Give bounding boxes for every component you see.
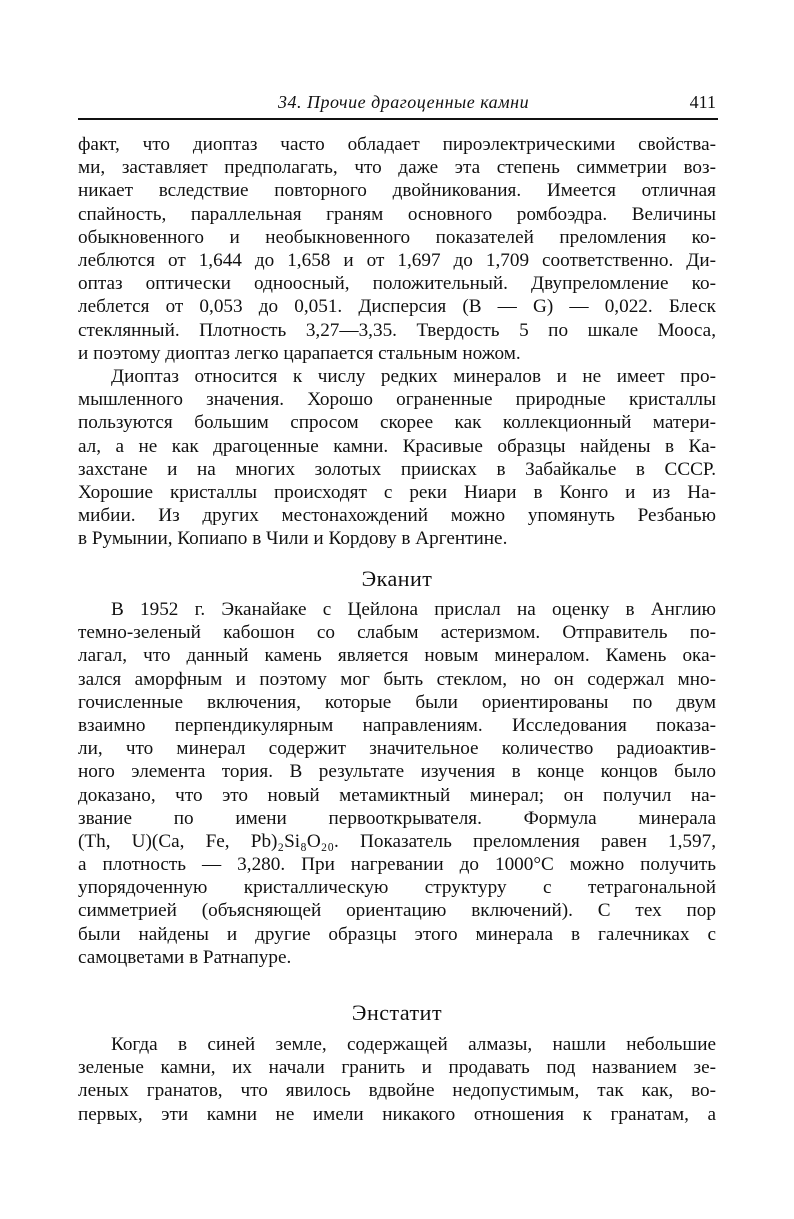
text-line: ал, а не как драгоценные камни. Красивые образцы найдены в Ка- xyxy=(78,435,716,457)
running-header xyxy=(78,90,716,114)
text-line: никает вследствие повторного двойникования. Имеется отличная xyxy=(78,180,716,202)
paragraph-dioptase-properties xyxy=(78,133,716,365)
page-number: 411 xyxy=(689,92,716,112)
text-line: ли, что минерал содержит значительное количество радиоактив- xyxy=(78,738,716,760)
text-line: ного элемента тория. В результате изучения в конце концов было xyxy=(78,761,716,783)
text-line: взаимно перпендикулярным направлениям. Исследования показа- xyxy=(78,714,716,736)
text-line: стеклянный. Плотность 3,27—3,35. Твердость 5 по шкале Мооса, xyxy=(78,319,716,341)
text-line: В 1952 г. Эканайаке с Цейлона прислал на оценку в Англию xyxy=(111,599,716,620)
text-line: лагал, что данный камень является новым минералом. Камень ока- xyxy=(78,645,716,667)
text-line: пользуются большим спросом скорее как коллекционный матери- xyxy=(78,412,716,434)
text-line: звание по имени первооткрывателя. Формула минерала xyxy=(78,807,716,829)
text-line: упорядоченную кристаллическую структуру с тетрагональной xyxy=(78,877,716,899)
text-line: а плотность — 3,280. При нагревании до 1000°С можно получить xyxy=(78,854,716,876)
text-line: факт, что диоптаз часто обладает пироэлектрическими свойства- xyxy=(78,134,716,155)
paragraph-ekanite xyxy=(78,598,716,969)
text-line: зеленые камни, их начали гранить и продавать под названием зе- xyxy=(78,1057,716,1079)
text-line: Когда в синей земле, содержащей алмазы, нашли небольшие xyxy=(111,1034,716,1055)
paragraph-enstatite xyxy=(78,1033,716,1126)
text-line: обыкновенного и необыкновенного показателей преломления ко- xyxy=(78,226,716,248)
text-line: (Th, U)(Ca, Fe, Pb)₂Si₈O₂₀. Показатель преломления равен 1,597, xyxy=(78,830,716,852)
text-line: темно-зеленый кабошон со слабым астеризмом. Отправитель по- xyxy=(78,622,716,644)
section-heading-enstatite: Энстатит xyxy=(351,1000,443,1025)
text-line: первых, эти камни не имели никакого отношения к гранатам, а xyxy=(78,1103,716,1125)
text-line: Хорошие кристаллы происходят с реки Ниари в Конго и из На- xyxy=(78,481,716,503)
running-title: 34. Прочие драгоценные камни xyxy=(278,92,530,112)
text-line: Диоптаз относится к числу редких минералов и не имеет про- xyxy=(111,366,716,387)
text-line: захстане и на многих золотых приисках в Забайкалье в СССР. xyxy=(78,458,716,480)
text-line: гочисленные включения, которые были ориентированы по двум xyxy=(78,691,716,713)
text-line: мышленного значения. Хорошо ограненные природные кристаллы xyxy=(78,389,716,411)
text-line: спайность, параллельная граням основного ромбоэдра. Величины xyxy=(78,203,716,225)
text-line: симметрией (объясняющей ориентацию включений). С тех пор xyxy=(78,900,716,922)
text-line: были найдены и другие образцы этого минерала в галечниках с xyxy=(78,923,716,945)
text-line: мибии. Из других местонахождений можно упомянуть Резбанью xyxy=(78,505,716,527)
text-line: леных гранатов, что явилось вдвойне недопустимым, так как, во- xyxy=(78,1080,716,1102)
text-line: леблются от 1,644 до 1,658 и от 1,697 до 1,709 соответственно. Ди- xyxy=(78,249,716,271)
text-line: леблется от 0,053 до 0,051. Дисперсия (B — G) — 0,022. Блеск xyxy=(78,296,716,318)
text-line: самоцветами в Ратнапуре. xyxy=(78,946,292,968)
header-rule xyxy=(78,118,718,120)
text-line: ми, заставляет предполагать, что даже эта степень симметрии воз- xyxy=(78,157,716,179)
section-heading-ekanite: Эканит xyxy=(361,566,433,591)
paragraph-dioptase-occurrence xyxy=(78,365,716,551)
text-line: в Румынии, Копиапо в Чили и Кордову в Аргентине. xyxy=(78,528,508,550)
text-line: оптаз оптически одноосный, положительный. Двупреломление ко- xyxy=(78,273,716,295)
text-line: доказано, что это новый метамиктный минерал; он получил на- xyxy=(78,784,716,806)
text-line: зался аморфным и поэтому мог быть стеклом, но он содержал мно- xyxy=(78,668,716,690)
text-line: и поэтому диоптаз легко царапается стальным ножом. xyxy=(78,342,521,364)
